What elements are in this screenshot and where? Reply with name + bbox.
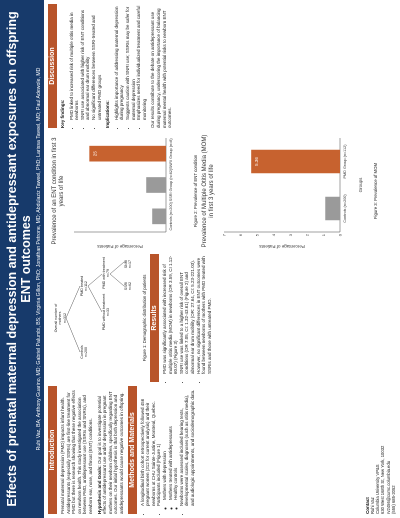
column-intro-methods (48, 386, 396, 514)
y-tick-label: 6 (238, 234, 244, 237)
implication-item: • Highlights importance of addressing maternal depression during pregnancy (114, 4, 125, 120)
y-axis-label: Percentage of Patients (259, 244, 305, 249)
flow-node-controls: Controls n=200 (80, 345, 89, 359)
x-tick-label: SSRI Group (n=62) (169, 168, 173, 202)
contact-label: Contact (364, 497, 370, 514)
methods-subitem: ◦ Healthy controls (173, 386, 179, 500)
key-finding-item: • No significant differences between SSRI-treated and untreated PMD groups (91, 4, 102, 120)
contact-block (365, 386, 396, 514)
methods-sublist (162, 386, 179, 500)
key-findings-list (69, 4, 103, 120)
contact-line: Ruhi Vaz (369, 497, 375, 514)
ent-prevalence-chart (66, 132, 186, 250)
bar-data-label: 25 (92, 151, 98, 157)
implications-label (105, 4, 111, 128)
methods-item: • A longitudinal birth cohort retrospectively followed 456 pregnant women (312 for current analysis) and their newborns at CHU Sainte-Justine, Montreal, Quebec. (140, 386, 157, 506)
bar (251, 150, 340, 174)
key-finding-item: • PMD linked to increased risk of multiple otitis media in newborns (69, 4, 80, 120)
contact-line: rv2456@cumc.columbia.edu (385, 460, 391, 514)
flow-node-pmd-treated: PMD treated n=112 (80, 275, 89, 297)
hypothesis-text: Our goal is to investigate potential effects of antidepressant use and/or depression in pregnant mothers on their newborn children, specifically regarding ENT outcomes. Our initial hypothesis is that both depression and antidepressants would cause negative outcomes in offspring. (96, 391, 124, 514)
y-tick-label: 3 (287, 234, 293, 237)
column-discussion (48, 4, 396, 128)
results-heading: Results (150, 254, 159, 382)
key-findings-label (60, 4, 66, 128)
discussion-heading: Discussion (48, 4, 57, 128)
key-finding-item: • SNRI use associated with higher risk of ENT conditions and abnormal ear drum mobility (80, 4, 91, 120)
results-item: • However, no significant differences in ENT outcomes were found between newborns of mothers with PMD treated with SSRIs and those with untreated PMD. (196, 254, 213, 374)
results-item: • PMD was significantly associated with increased risk of multiple otitis media (MOM) in newborns (OR 3.59, CI 1.12-60.07) (Figure 3) (162, 254, 179, 374)
methods-item (156, 386, 178, 506)
y-tick-label: 4 (271, 234, 277, 237)
implications-label-text: Implications: (105, 100, 111, 128)
figure3-caption: Figure 3: Prevalence of MOM (373, 162, 378, 220)
closing-paragraph: Our results contribute to the debate on antidepressant use during pregnancy, underscoring the importance of balancing maternal mental health with potential risks to newborn ENT outcomes. (150, 8, 173, 128)
ent-chart-block (52, 132, 198, 250)
mom-prevalence-chart (216, 132, 366, 250)
figure2-caption: Figure 2: Prevalence of ENT condition (193, 154, 198, 228)
demographic-flowchart (54, 254, 140, 382)
bar (146, 177, 166, 193)
x-tick-label: SNRI Group (n=8) (169, 138, 173, 170)
intro-heading: Introduction (48, 386, 57, 514)
hypothesis-label: Hypothesis and Goals: (96, 465, 102, 514)
y-tick-label: 5 (254, 234, 260, 237)
implication-item: • Emphasizes need for individualized treatment and careful monitoring (136, 4, 147, 120)
implication-item: • Suggests caution with SNRI use; SSRIs may be safer for maternal depression (125, 4, 136, 120)
bar (325, 197, 340, 221)
methods-heading: Methods and Materials (128, 386, 137, 514)
flow-node-pmd-without: PMD without treatment n=33 (102, 293, 111, 331)
methods-item: • Newborns were assessed included hearing tests, developmental scales, diagnoses (such as otitis media), and audiologic appointments, and sociodemographic data. (179, 386, 196, 506)
mom-chart-block (202, 132, 378, 250)
key-findings-label-text: Key findings: (60, 99, 65, 128)
methods-subitem: ◦ Mothers treated with antidepressants (168, 386, 174, 500)
bar-data-label: 5.36 (254, 157, 260, 166)
results-item: • SNRI use was linked to a higher risk of overall ENT conditions (OR 7.05, CI: 1.32-43.61) (Figure 2) and abnormal ear drum mobility (OR: 27.64, CI: 5.23-221.03). (179, 254, 196, 374)
figure1-caption: Figure 1: Demographic distribution of patients (142, 274, 147, 362)
methods-item-text: Participants included (Figure 1) (156, 443, 162, 506)
flow-node-snri: SNRI n=17 (124, 259, 133, 269)
contact-line: (555) 685-2052 (390, 485, 396, 514)
poster-authors: Ruhi Vaz, BA; Anthony Guarino, MD; Gabriel Palumbi, BS; Virginia Gillon, PhD; Jonathan Petrone, MD; Abdulaziz Taweel, PhD; Larissa Taveel, MD; Paul Adewole, MD (36, 67, 42, 451)
hypothesis-paragraph (97, 386, 125, 514)
x-tick-label: Controls (n=200) (169, 202, 173, 231)
y-axis-label: Percentage of Patients (97, 244, 143, 249)
y-tick-label: 1 (320, 234, 326, 237)
methods-subitem: ◦ Mothers with depression (162, 386, 168, 500)
results-list (162, 254, 212, 374)
column-flow-results (48, 254, 396, 382)
contact-line: 630 West 168th St, New York, 10032 (380, 445, 386, 514)
column-charts (48, 132, 396, 250)
contact-line: Columbia University VP&S (375, 464, 381, 514)
y-tick-label: 7 (221, 234, 227, 237)
intro-paragraph: Prenatal maternal depression (PMD) impacts infant health. Antidepressants (especially SSRIs) are first-line treatment for PMD but there is research showing that these negative effects on newborn health. This study investigated the association between PMD, antidepressant use (SSRIs and SNRIs), and newborn ear, nose, and throat (ENT) conditions. (60, 390, 93, 514)
flow-node-pmd-with: PMD with treatment n=79 (102, 257, 111, 289)
bar (89, 146, 166, 162)
bar (152, 209, 166, 225)
y-tick-label: 0 (337, 234, 343, 237)
y-tick-label: 2 (304, 234, 310, 237)
x-axis-label: Groups (358, 177, 363, 193)
poster-header (0, 0, 44, 518)
ent-chart-title: Prevalence of an ENT condition in first 3 years of life (52, 137, 65, 245)
flow-node-total: Overall number of mothers n=312 (54, 303, 67, 333)
mom-chart-title: Prevalence of Multiple Otitis Media (MOM) in first 3 years of life (202, 134, 215, 248)
x-tick-label: Controls (n=200) (343, 194, 347, 223)
implications-list (114, 4, 148, 120)
poster-title: Effects of prenatal maternal depression and antidepressant exposures on offspring ENT outcomes (5, 11, 33, 507)
x-tick-label: PMD Group (n=112) (343, 144, 347, 179)
methods-list (140, 386, 196, 506)
flow-node-ssri: SSRI n=62 (124, 281, 133, 291)
